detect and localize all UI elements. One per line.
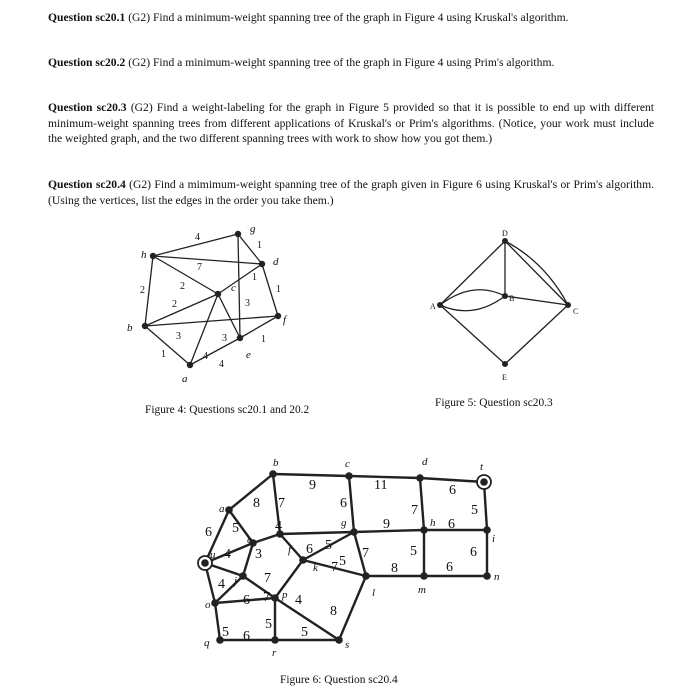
question-label: Question sc20.3	[48, 101, 127, 114]
edge-weight: 4	[295, 593, 302, 608]
edge-weight: 11	[374, 478, 388, 493]
edge-weight: 9	[383, 517, 390, 532]
edge-weight: 7	[264, 571, 271, 586]
edge-weight: 7	[197, 262, 202, 273]
edge-weight: 5	[265, 617, 272, 632]
edge-weight: 6	[205, 525, 212, 540]
edge-weight: 7	[411, 503, 418, 518]
question-label: Question sc20.1	[48, 11, 126, 24]
question-text: (G2) Find a weight-labeling for the graph in Figure 5 provided so that it is possible to end up with different minimum-weight spanning trees from different applications of Kruskal's or Prim's algorithms. (Notice, your work must include the weighted graph, and the two different spanning trees with work to show how you got them.)	[48, 101, 654, 145]
question-label: Question sc20.2	[48, 56, 126, 69]
edge-weight: 1	[257, 240, 262, 251]
vertex-label-E: E	[502, 373, 507, 382]
edge-weight: 4	[219, 359, 224, 370]
vertex-label-e: e	[246, 349, 251, 361]
vertex-label-f: f	[288, 544, 292, 556]
vertex-label-n: n	[494, 571, 500, 583]
vertex-label-p: p	[282, 589, 288, 601]
edge-weight: 9	[309, 478, 316, 493]
vertex-label-d: d	[422, 456, 428, 468]
edge-weight: 5	[232, 521, 239, 536]
edge-weight: 4	[195, 232, 200, 243]
edge-weight: 7	[331, 560, 338, 575]
vertex-label-u: u	[210, 549, 216, 561]
vertex-label-B: B	[509, 294, 515, 303]
vertex-label-g: g	[341, 517, 347, 529]
edge-weight: 5	[410, 544, 417, 559]
question-text: (G2) Find a mimimum-weight spanning tree of the graph given in Figure 6 using Kruskal's or Prim's algorithm. (Using the vertices, list the edges in the order you take them.)	[48, 178, 655, 207]
vertex-label-m: m	[418, 584, 426, 596]
vertex-label-C: C	[573, 307, 579, 316]
edge-weight: 5	[301, 625, 308, 640]
vertex-label-D: D	[502, 229, 508, 238]
edge-weight: 6	[448, 517, 455, 532]
vertex-label-c: c	[231, 282, 236, 294]
edge-weight: 4	[203, 351, 208, 362]
edge-weight: 3	[176, 331, 181, 342]
vertex-label-A: A	[430, 302, 436, 311]
edge-weight: 7	[362, 546, 369, 561]
question-label: Question sc20.4	[48, 178, 126, 191]
vertex-label-e: e	[247, 534, 252, 546]
edge-weight: 5	[339, 554, 346, 569]
edge-weight: 3	[255, 547, 262, 562]
edge-weight: 6	[446, 560, 453, 575]
edge-weight: 1	[161, 349, 166, 360]
vertex-label-q: q	[204, 637, 210, 649]
edge-weight: 1	[261, 334, 266, 345]
edge-weight: 1	[252, 272, 257, 283]
vertex-label-k: k	[313, 562, 318, 574]
edge-weight: 3	[222, 333, 227, 344]
figure-5-caption: Figure 5: Question sc20.3	[435, 397, 553, 409]
vertex-label-a: a	[182, 373, 188, 385]
edge-weight: 8	[391, 561, 398, 576]
edge-weight: 5	[325, 538, 332, 553]
vertex-label-b: b	[273, 457, 279, 469]
edge-weight: 2	[172, 299, 177, 310]
edge-weight: 2	[140, 285, 145, 296]
edge-weight: 6	[470, 545, 477, 560]
edge-weight: 7	[278, 496, 285, 511]
edge-weight: 7	[263, 590, 270, 605]
edge-weight: 6	[306, 542, 313, 557]
vertex-label-b: b	[127, 322, 133, 334]
vertex-label-o: o	[205, 599, 211, 611]
edge-weight: 4	[218, 577, 225, 592]
edge-weight: 4	[275, 519, 282, 534]
edge-weight: 8	[253, 496, 260, 511]
vertex-label-r: r	[272, 647, 277, 659]
vertex-label-s: s	[345, 639, 350, 651]
figure-6-caption: Figure 6: Question sc20.4	[280, 674, 398, 686]
edge-weight: 5	[222, 625, 229, 640]
vertex-label-a: a	[219, 503, 225, 515]
edge-weight: 8	[330, 604, 337, 619]
question-text: (G2) Find a minimum-weight spanning tree of the graph in Figure 4 using Kruskal's algorithm.	[125, 11, 569, 24]
edge-weight: 6	[243, 629, 250, 644]
edge-weight: 6	[449, 483, 456, 498]
vertex-label-h: h	[141, 249, 147, 261]
vertex-label-c: c	[345, 458, 350, 470]
vertex-label-j: j	[234, 575, 238, 587]
edge-weight: 2	[180, 281, 185, 292]
vertex-label-t: t	[480, 461, 484, 473]
question-text: (G2) Find a minimum-weight spanning tree of the graph in Figure 4 using Prim's algorithm.	[125, 56, 555, 69]
vertex-label-l: l	[372, 587, 376, 599]
edge-weight: 4	[224, 547, 231, 562]
edge-weight: 6	[340, 496, 347, 511]
vertex-label-f: f	[283, 314, 287, 326]
edge-weight: 1	[276, 284, 281, 295]
edge-weight: 6	[243, 593, 250, 608]
figure-4-caption: Figure 4: Questions sc20.1 and 20.2	[145, 404, 310, 416]
edge-weight: 5	[471, 503, 478, 518]
vertex-label-h: h	[430, 517, 436, 529]
vertex-label-d: d	[273, 256, 279, 268]
vertex-label-g: g	[250, 223, 256, 235]
vertex-label-i: i	[492, 533, 496, 545]
edge-weight: 3	[245, 298, 250, 309]
